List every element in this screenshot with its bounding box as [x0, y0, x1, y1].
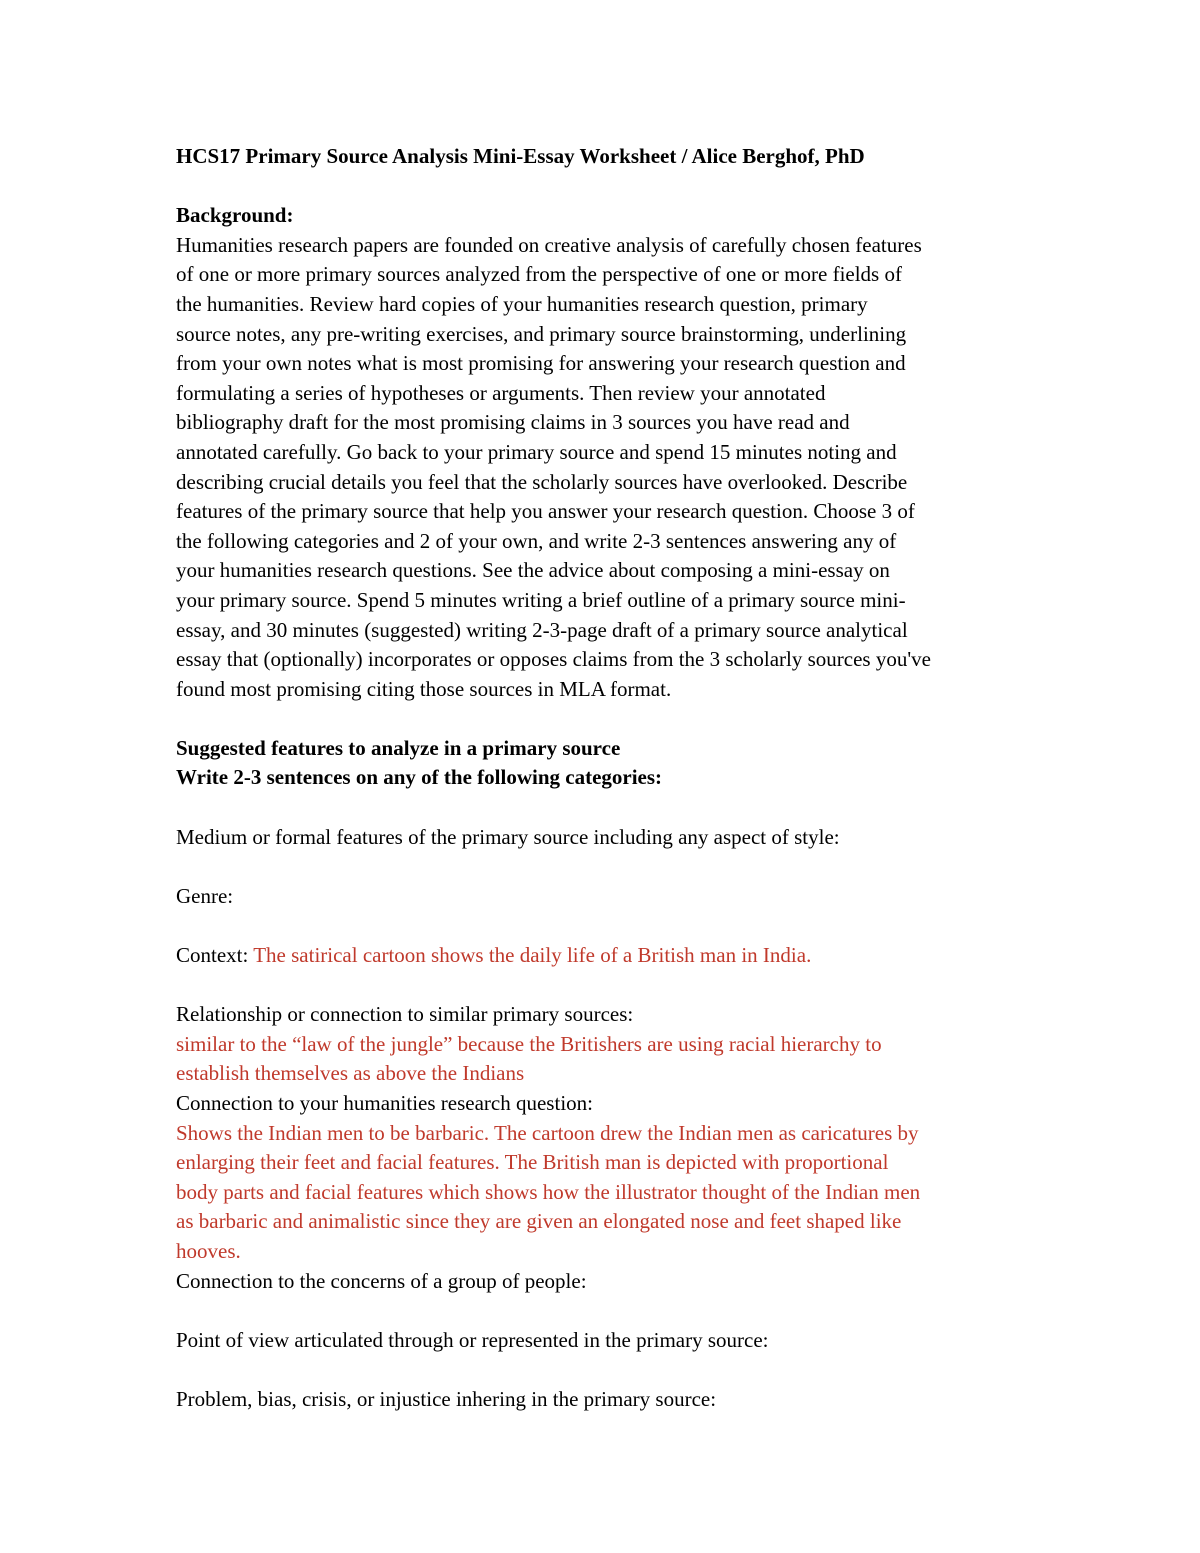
background-line: essay, and 30 minutes (suggested) writing 2-3-page draft of a primary source analytical: [176, 617, 908, 642]
connection-answer: [176, 1119, 1056, 1267]
medium-label: Medium or formal features of the primary source including any aspect of style:: [176, 824, 840, 849]
spacer: [176, 1355, 1056, 1385]
background-line: source notes, any pre-writing exercises, and primary source brainstorming, underlining: [176, 321, 907, 346]
background-line: your primary source. Spend 5 minutes writing a brief outline of a primary source mini-: [176, 587, 906, 612]
spacer: [176, 172, 1056, 202]
context-answer: The satirical cartoon shows the daily life of a British man in India.: [253, 943, 812, 968]
background-line: annotated carefully. Go back to your primary source and spend 15 minutes noting and: [176, 439, 897, 464]
background-line: the humanities. Review hard copies of your humanities research question, primary: [176, 291, 868, 316]
spacer: [176, 704, 1056, 734]
context-label: Context:: [176, 943, 249, 968]
relationship-label: Relationship or connection to similar primary sources:: [176, 1002, 634, 1027]
spacer: [176, 852, 1056, 882]
background-line: essay that (optionally) incorporates or opposes claims from the 3 scholarly sources you've: [176, 647, 931, 672]
background-line: found most promising citing those sources in MLA format.: [176, 676, 672, 701]
background-line: describing crucial details you feel that the scholarly sources have overlooked. Describe: [176, 469, 908, 494]
background-heading: Background:: [176, 203, 294, 228]
genre-label: Genre:: [176, 883, 234, 908]
background-line: Humanities research papers are founded on creative analysis of carefully chosen features: [176, 232, 922, 257]
spacer: [176, 911, 1056, 941]
document-body: [176, 142, 1056, 1415]
background-line: the following categories and 2 of your own, and write 2-3 sentences answering any of: [176, 528, 897, 553]
connection-answer-line: Shows the Indian men to be barbaric. The cartoon drew the Indian men as caricatures by: [176, 1120, 919, 1145]
connection-answer-line: body parts and facial features which shows how the illustrator thought of the Indian men: [176, 1179, 921, 1204]
connection-answer-line: as barbaric and animalistic since they are given an elongated nose and feet shaped like: [176, 1209, 902, 1234]
suggested-features-heading: Suggested features to analyze in a primary source: [176, 735, 621, 760]
context-row: [176, 941, 1056, 971]
background-line: features of the primary source that help you answer your research question. Choose 3 of: [176, 499, 915, 524]
connection-answer-line: hooves.: [176, 1238, 241, 1263]
relationship-answer: [176, 1030, 1056, 1089]
background-line: bibliography draft for the most promising claims in 3 sources you have read and: [176, 410, 850, 435]
relationship-answer-line: establish themselves as above the Indians: [176, 1061, 525, 1086]
document-title: HCS17 Primary Source Analysis Mini-Essay Worksheet / Alice Berghof, PhD: [176, 144, 865, 168]
connection-label: Connection to your humanities research question:: [176, 1091, 593, 1115]
spacer: [176, 793, 1056, 823]
point-of-view-label: Point of view articulated through or represented in the primary source:: [176, 1327, 769, 1352]
spacer: [176, 1296, 1056, 1326]
problem-label: Problem, bias, crisis, or injustice inhering in the primary source:: [176, 1386, 717, 1411]
instructions-heading: Write 2-3 sentences on any of the following categories:: [176, 765, 663, 790]
relationship-answer-line: similar to the “law of the jungle” because the Britishers are using racial hierarchy to: [176, 1031, 882, 1056]
background-line: formulating a series of hypotheses or arguments. Then review your annotated: [176, 380, 826, 405]
connection-answer-line: enlarging their feet and facial features. The British man is depicted with proportional: [176, 1150, 889, 1175]
background-line: of one or more primary sources analyzed from the perspective of one or more fields of: [176, 262, 902, 287]
background-line: from your own notes what is most promising for answering your research question and: [176, 351, 906, 376]
concerns-label: Connection to the concerns of a group of people:: [176, 1268, 587, 1293]
background-line: your humanities research questions. See the advice about composing a mini-essay on: [176, 558, 890, 583]
spacer: [176, 971, 1056, 1001]
background-paragraph: [176, 231, 1056, 705]
